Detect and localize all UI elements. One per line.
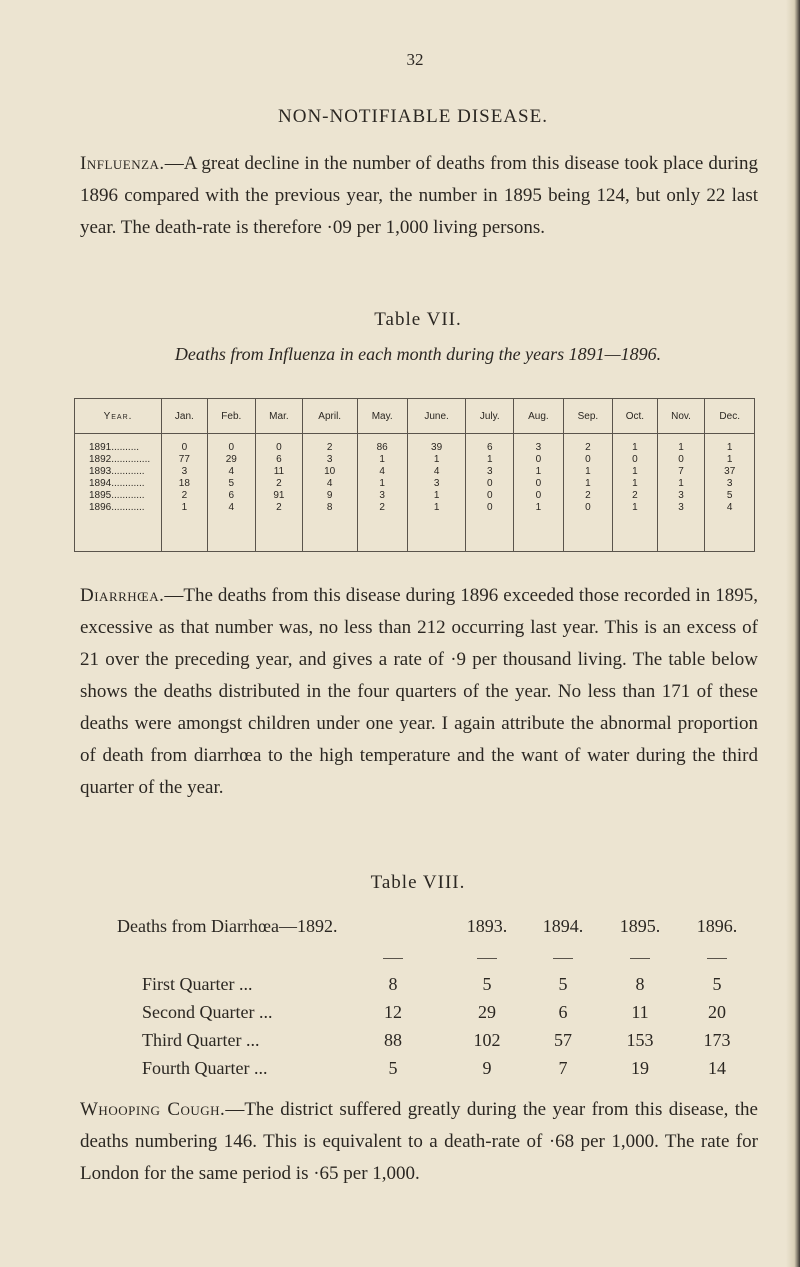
table-cell: 11 xyxy=(255,466,302,478)
influenza-lead: Influenza. xyxy=(80,153,165,174)
table-row xyxy=(75,490,755,502)
table-cell: 3 xyxy=(302,454,357,466)
table-cell: 1 xyxy=(705,454,755,466)
table-cell: 0 xyxy=(255,434,302,455)
col-header: April. xyxy=(302,399,357,434)
table-cell: 1893............ xyxy=(75,466,162,478)
table-cell: 1 xyxy=(407,502,465,514)
table-cell: 86 xyxy=(357,434,407,455)
table-cell: 1 xyxy=(407,490,465,502)
col-header: Sep. xyxy=(563,399,613,434)
table-cell: 5 xyxy=(388,1058,398,1078)
table-cell: 14 xyxy=(708,1058,726,1078)
col-header: 1894. xyxy=(542,916,584,936)
table8-header-row xyxy=(117,916,757,950)
whooping-cough-lead: Whooping Cough. xyxy=(80,1099,226,1120)
table-spacer-row xyxy=(75,514,755,551)
table-cell: 4 xyxy=(357,466,407,478)
table-cell: 3 xyxy=(466,466,514,478)
table-cell: 1892.............. xyxy=(75,454,162,466)
col-header: 1895. xyxy=(619,916,661,936)
table-cell: 8 xyxy=(635,974,645,994)
table7-subtitle: Deaths from Influenza in each month during the years 1891—1896. xyxy=(174,344,662,364)
page-edge xyxy=(786,0,800,1267)
table-cell: 18 xyxy=(162,478,208,490)
table-cell: 153 xyxy=(626,1030,654,1050)
table-cell: 77 xyxy=(162,454,208,466)
table-cell: 2 xyxy=(613,490,657,502)
table-cell: 88 xyxy=(384,1030,402,1050)
table-row xyxy=(75,478,755,490)
table-cell: 173 xyxy=(703,1030,731,1050)
table-cell: 1894............ xyxy=(75,478,162,490)
table-cell: 29 xyxy=(207,454,255,466)
table7-header-row xyxy=(75,399,755,434)
table-cell: 37 xyxy=(705,466,755,478)
col-header: Oct. xyxy=(613,399,657,434)
table-cell: 0 xyxy=(514,454,564,466)
col-header: July. xyxy=(466,399,514,434)
influenza-table xyxy=(74,398,755,552)
table-cell: 0 xyxy=(563,502,613,514)
table-cell: 12 xyxy=(384,1002,402,1022)
col-header: 1893. xyxy=(466,916,508,936)
col-header: 1896. xyxy=(696,916,738,936)
table-cell: 2 xyxy=(255,478,302,490)
table8-rule-row xyxy=(117,950,757,974)
whooping-cough-text: —The district suffered greatly during the year from this disease, the deaths numbering 146. This is equivalent to a death-rate of ·68 per 1,000. The rate for London for the same period is ·65 per 1,000. xyxy=(80,1099,758,1184)
table-cell: 1 xyxy=(563,478,613,490)
table-row xyxy=(75,466,755,478)
table-cell: 1 xyxy=(563,466,613,478)
table-cell: 1 xyxy=(514,466,564,478)
table-cell: 5 xyxy=(207,478,255,490)
row-label: Second Quarter ... xyxy=(142,1002,273,1022)
table-cell: 3 xyxy=(705,478,755,490)
table-cell: 1 xyxy=(657,434,705,455)
rule-dash xyxy=(383,958,403,959)
table-cell: 4 xyxy=(302,478,357,490)
table-cell: 1 xyxy=(357,478,407,490)
table-cell: 6 xyxy=(466,434,514,455)
table-cell: 1 xyxy=(705,434,755,455)
diarrhoea-text: —The deaths from this disease during 1896 exceeded those recorded in 1895, excessive as that number was, no less than 212 occurring last year. This is an excess of 21 over the preceding year, and gives a rate of ·9 per thousand living. The table below shows the deaths distributed in the four quarters of the year. No less than 171 of these deaths were amongst children under one year. I again attribute the abnormal proportion of death from diarrhœa to the high temperature and the want of water during the third quarter of the year. xyxy=(80,585,758,798)
table-cell: 3 xyxy=(357,490,407,502)
table-cell: 1896............ xyxy=(75,502,162,514)
table-cell: 1 xyxy=(162,502,208,514)
table-row xyxy=(75,454,755,466)
rule-dash xyxy=(707,958,727,959)
whooping-cough-paragraph xyxy=(80,1094,758,1190)
table-cell: 5 xyxy=(712,974,722,994)
table-cell: 8 xyxy=(302,502,357,514)
table-cell: 6 xyxy=(558,1002,568,1022)
col-header: Feb. xyxy=(207,399,255,434)
table-cell: 1 xyxy=(613,478,657,490)
table-cell: 19 xyxy=(631,1058,649,1078)
table-cell: 6 xyxy=(207,490,255,502)
table-cell: 0 xyxy=(657,454,705,466)
diarrhoea-lead: Diarrhœa. xyxy=(80,585,165,606)
table-cell: 11 xyxy=(631,1002,649,1022)
page-number: 32 xyxy=(406,50,424,69)
table-cell: 3 xyxy=(407,478,465,490)
section-heading: NON-NOTIFIABLE DISEASE. xyxy=(278,106,548,127)
table-cell: 1 xyxy=(613,502,657,514)
row-label: Fourth Quarter ... xyxy=(142,1058,268,1078)
table-cell: 20 xyxy=(708,1002,726,1022)
col-header: Aug. xyxy=(514,399,564,434)
table-cell: 7 xyxy=(558,1058,568,1078)
table-cell: 2 xyxy=(302,434,357,455)
table-cell: 2 xyxy=(255,502,302,514)
rule-dash xyxy=(553,958,573,959)
table-cell: 91 xyxy=(255,490,302,502)
table-cell: 2 xyxy=(357,502,407,514)
table-cell: 0 xyxy=(466,478,514,490)
diarrhoea-table xyxy=(117,916,757,1086)
table-row xyxy=(117,1002,757,1030)
table-cell: 7 xyxy=(657,466,705,478)
table-cell: 6 xyxy=(255,454,302,466)
table-cell: 3 xyxy=(657,502,705,514)
table-cell: 0 xyxy=(466,502,514,514)
table-row xyxy=(75,502,755,514)
table-cell: 1 xyxy=(613,434,657,455)
col-header: Year. xyxy=(75,399,162,434)
col-header: Dec. xyxy=(705,399,755,434)
table-cell: 0 xyxy=(514,490,564,502)
table-cell: 102 xyxy=(473,1030,501,1050)
table8-caption: Table VIII. xyxy=(370,872,466,893)
table-cell: 39 xyxy=(407,434,465,455)
col-header: Jan. xyxy=(162,399,208,434)
row-label: Third Quarter ... xyxy=(142,1030,260,1050)
table-cell: 4 xyxy=(207,466,255,478)
table-cell: 1 xyxy=(407,454,465,466)
table-cell: 0 xyxy=(207,434,255,455)
table-cell: 9 xyxy=(482,1058,492,1078)
table-row xyxy=(117,1030,757,1058)
table-cell: 1 xyxy=(613,466,657,478)
table-cell: 2 xyxy=(563,434,613,455)
table-cell: 1895............ xyxy=(75,490,162,502)
table-cell: 4 xyxy=(407,466,465,478)
table8-title: Deaths from Diarrhœa—1892. xyxy=(117,916,338,936)
table-cell: 57 xyxy=(554,1030,572,1050)
diarrhoea-paragraph xyxy=(80,580,758,804)
table-cell: 0 xyxy=(514,478,564,490)
table-cell: 29 xyxy=(478,1002,496,1022)
table-cell: 8 xyxy=(388,974,398,994)
table-row xyxy=(75,434,755,455)
col-header: Nov. xyxy=(657,399,705,434)
table-cell: 1 xyxy=(466,454,514,466)
table-cell: 0 xyxy=(162,434,208,455)
rule-dash xyxy=(630,958,650,959)
influenza-text: —A great decline in the number of deaths from this disease took place during 1896 compared with the previous year, the number in 1895 being 124, but only 22 last year. The death-rate is therefore ·09 per 1,000 living persons. xyxy=(80,153,758,238)
table-cell: 0 xyxy=(563,454,613,466)
table-cell: 9 xyxy=(302,490,357,502)
table-cell: 3 xyxy=(514,434,564,455)
rule-dash xyxy=(477,958,497,959)
col-header: June. xyxy=(407,399,465,434)
influenza-paragraph xyxy=(80,148,758,244)
table-cell: 0 xyxy=(466,490,514,502)
table-cell: 5 xyxy=(482,974,492,994)
table-cell: 3 xyxy=(162,466,208,478)
table-cell: 1891.......... xyxy=(75,434,162,455)
table-row xyxy=(117,974,757,1002)
table-cell: 0 xyxy=(613,454,657,466)
table-cell: 2 xyxy=(563,490,613,502)
table-cell: 1 xyxy=(657,478,705,490)
row-label: First Quarter ... xyxy=(142,974,253,994)
table-cell: 3 xyxy=(657,490,705,502)
table-cell: 5 xyxy=(705,490,755,502)
col-header: Mar. xyxy=(255,399,302,434)
table-cell: 4 xyxy=(207,502,255,514)
table-cell: 1 xyxy=(514,502,564,514)
table-cell: 4 xyxy=(705,502,755,514)
table-cell: 2 xyxy=(162,490,208,502)
table7-caption: Table VII. xyxy=(374,309,462,330)
table-cell: 10 xyxy=(302,466,357,478)
table-cell: 5 xyxy=(558,974,568,994)
col-header: May. xyxy=(357,399,407,434)
table-cell: 1 xyxy=(357,454,407,466)
table-row xyxy=(117,1058,757,1086)
